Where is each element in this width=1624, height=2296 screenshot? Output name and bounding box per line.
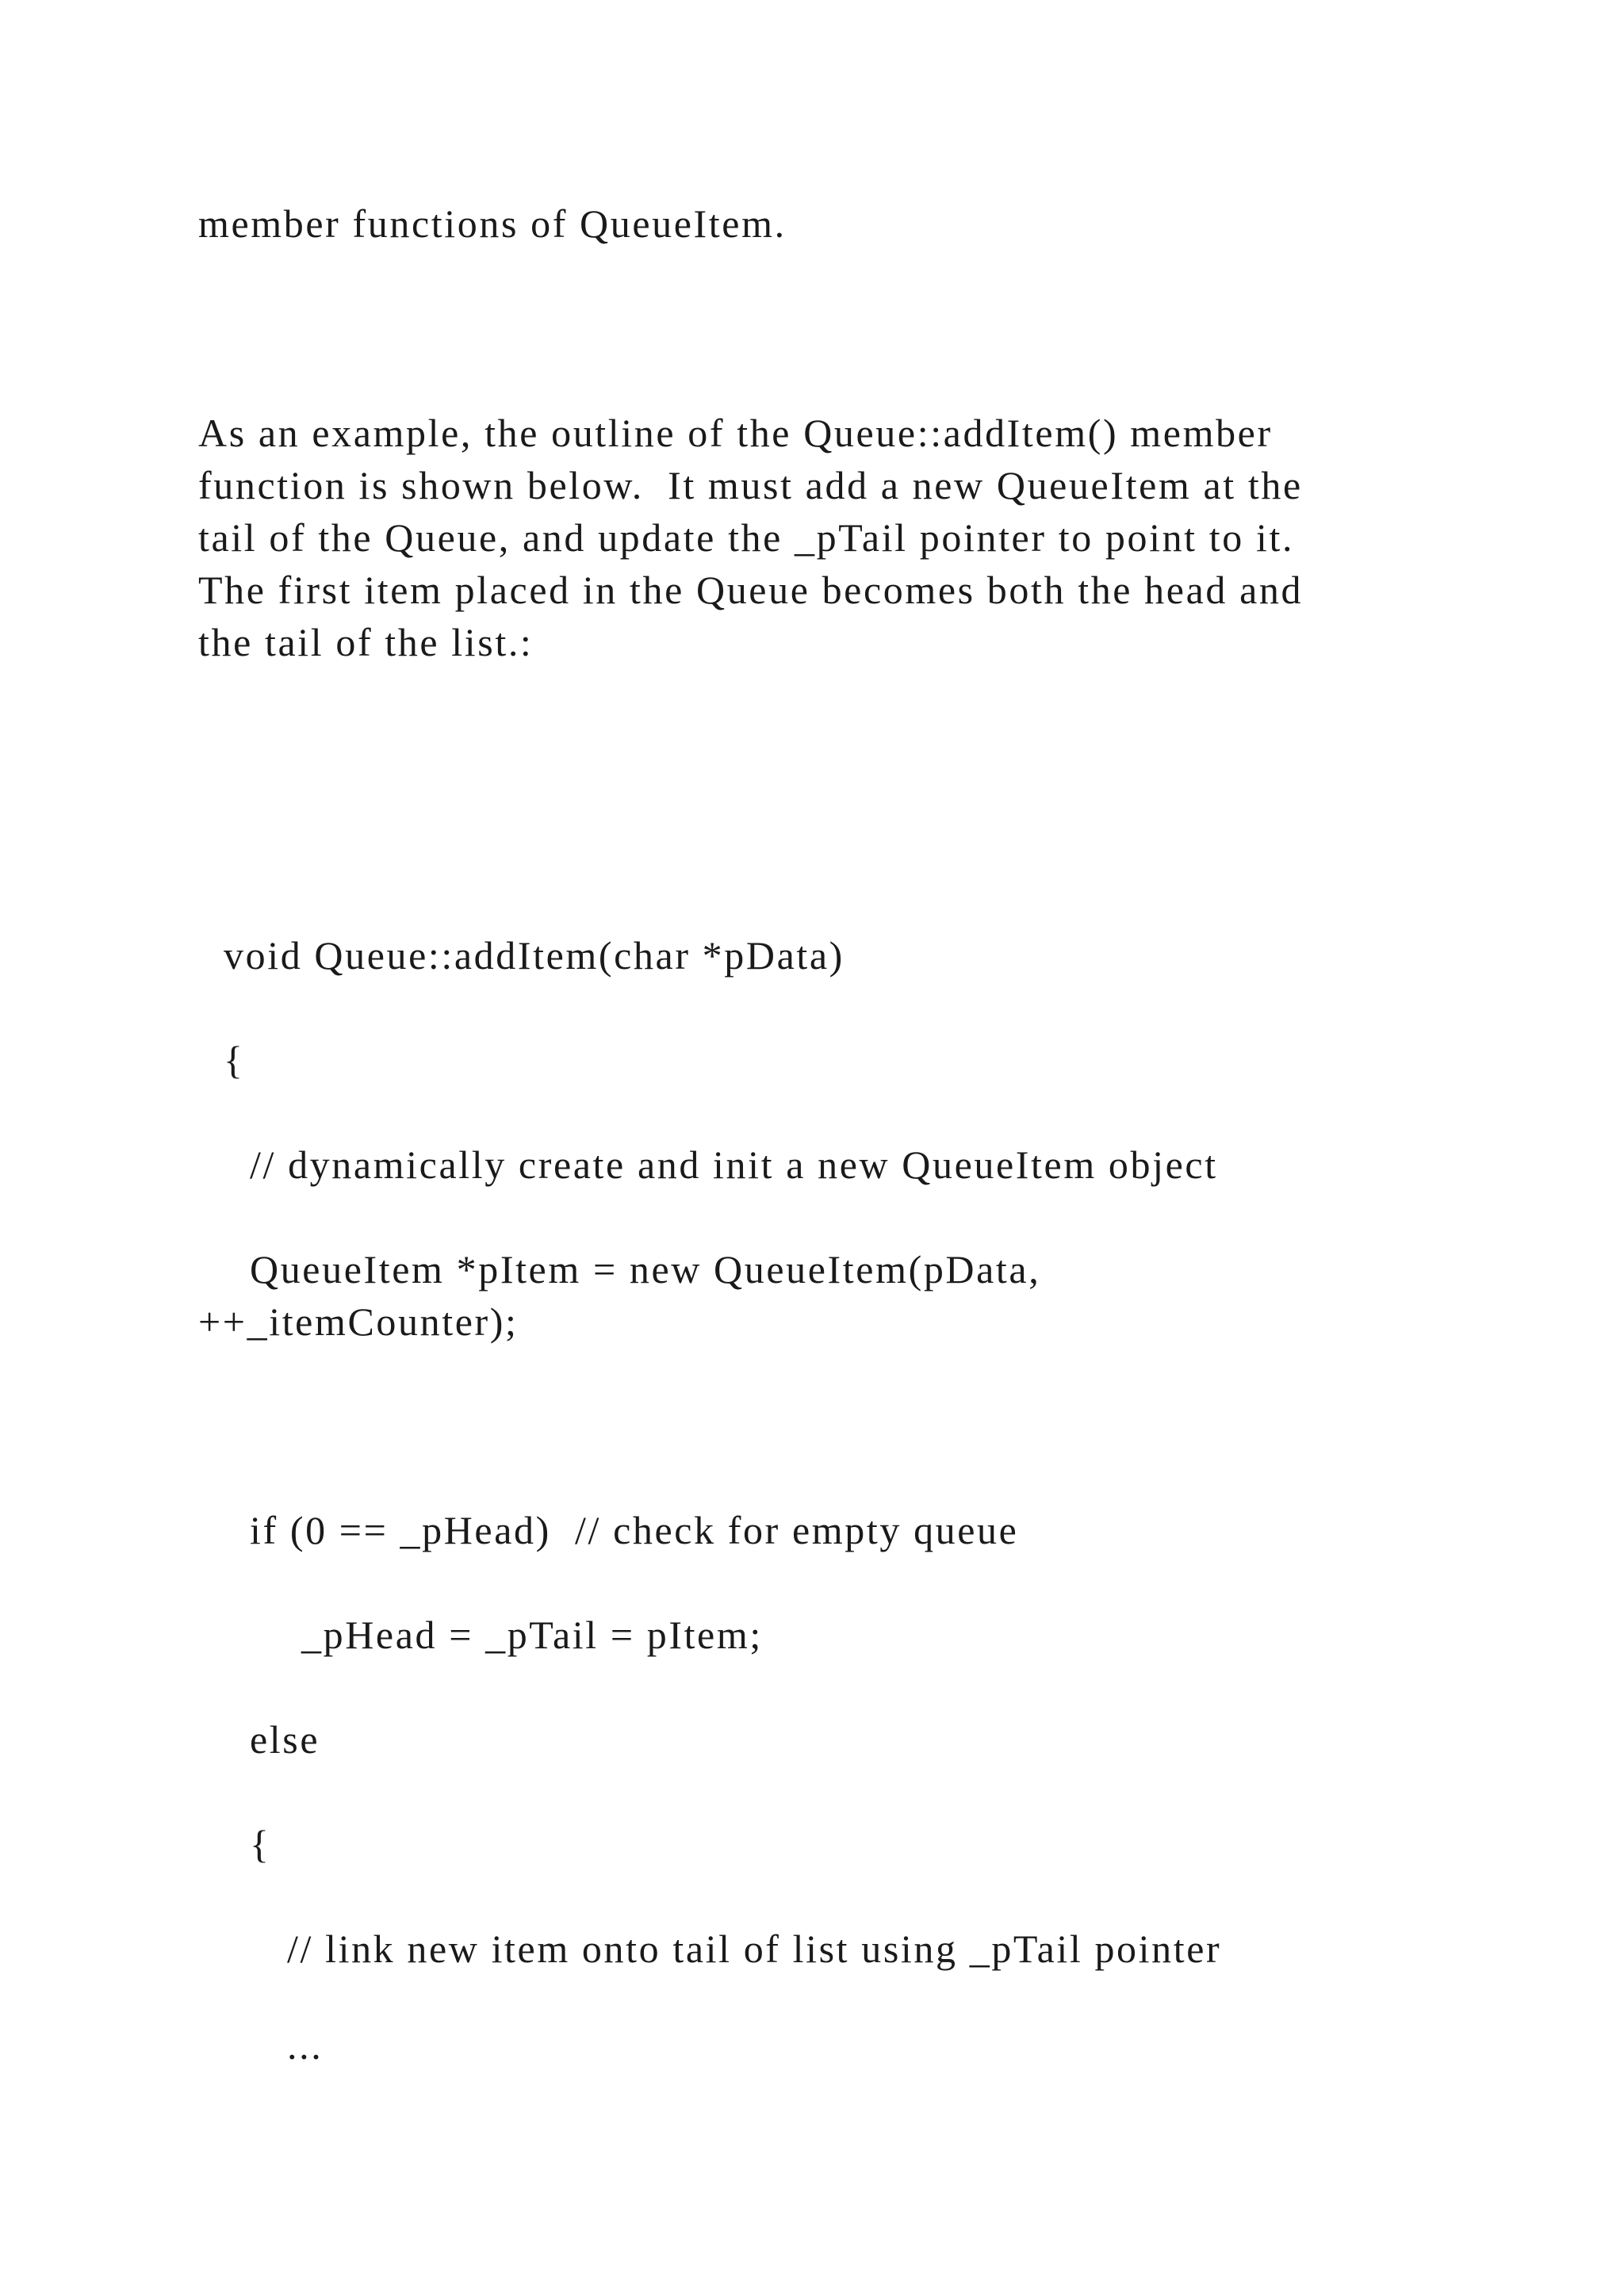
intro-line: member functions of QueueItem. <box>198 201 787 246</box>
code-line: _pHead = _pTail = pItem; <box>301 1613 763 1657</box>
code-line: { <box>250 1822 271 1866</box>
paragraph-line: function is shown below. It must add a new QueueItem at the <box>198 463 1303 507</box>
code-comment: // dynamically create and init a new QueueItem object <box>250 1142 1218 1187</box>
code-line: else <box>250 1717 320 1762</box>
paragraph-line: tail of the Queue, and update the _pTail pointer to point to it. <box>198 515 1295 560</box>
code-ellipsis: ... <box>287 2023 324 2068</box>
paragraph-line: The first item placed in the Queue becomes both the head and <box>198 568 1304 612</box>
code-line: ++_itemCounter); <box>198 1299 519 1344</box>
paragraph-line: As an example, the outline of the Queue::addItem() member <box>198 411 1273 455</box>
code-line: QueueItem *pItem = new QueueItem(pData, <box>250 1247 1041 1292</box>
code-comment: // link new item onto tail of list using _pTail pointer <box>287 1927 1222 1971</box>
code-line: { <box>224 1038 245 1082</box>
code-line: if (0 == _pHead) // check for empty queue <box>250 1508 1019 1552</box>
paragraph-line: the tail of the list.: <box>198 620 534 664</box>
code-line: void Queue::addItem(char *pData) <box>224 933 845 978</box>
